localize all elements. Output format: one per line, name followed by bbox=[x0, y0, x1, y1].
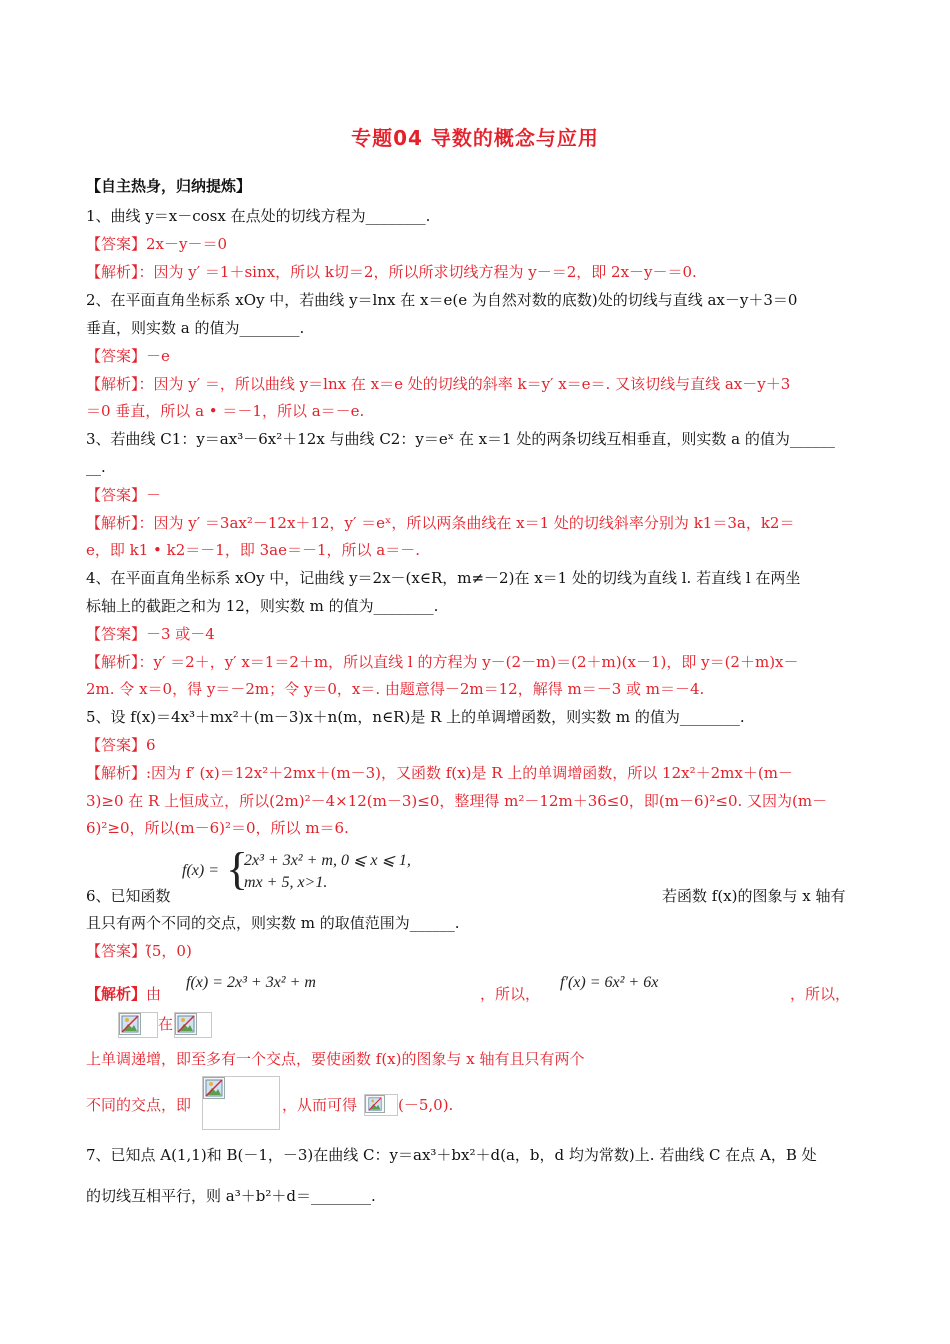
q4-text-line1: 4、在平面直角坐标系 xOy 中，记曲线 y＝2x－(x∈R，m≠－2)在 x＝1 处的切线为直线 l. 若直线 l 在两坐 bbox=[86, 569, 801, 587]
q6-text-prefix: 6、已知函数 bbox=[86, 887, 171, 905]
q6-case1: 2x³ + 3x² + m, 0 ⩽ x ⩽ 1, bbox=[244, 852, 411, 869]
q6-case2: mx + 5, x>1. bbox=[244, 874, 328, 891]
q4-solution-line2: 2m. 令 x＝0，得 y＝－2m；令 y＝0，x＝. 由题意得－2m＝12，解得 m＝－3 或 m＝－4. bbox=[86, 680, 705, 698]
q1-answer: 【答案】2x－y－＝0 bbox=[86, 235, 228, 253]
q1-solution: 【解析】：因为 y′ ＝1＋sinx，所以 k切＝2，所以所求切线方程为 y－＝2，即 2x－y－＝0. bbox=[86, 263, 697, 281]
q3-answer: 【答案】－ bbox=[86, 486, 162, 504]
section-heading: 【自主热身，归纳提炼】 bbox=[86, 177, 252, 195]
q2-solution-line2: ＝0 垂直，所以 a • ＝－1，所以 a＝－e. bbox=[86, 402, 365, 420]
broken-image-icon bbox=[203, 1077, 225, 1099]
q7-text-line2: 的切线互相平行，则 a³＋b²＋d＝________. bbox=[86, 1187, 376, 1205]
q6-answer: 【答案】(̃5，0) bbox=[86, 942, 192, 960]
q3-solution-line1: 【解析】：因为 y′ ＝3ax²－12x＋12，y′ ＝eˣ，所以两条曲线在 x＝1 处的切线斜率分别为 k1＝3a，k2＝ bbox=[86, 514, 795, 532]
q3-text-line2: __. bbox=[86, 458, 106, 476]
q5-text: 5、设 f(x)＝4x³＋mx²＋(m－3)x＋n(m，n∈R)是 R 上的单调增函数，则实数 m 的值为________. bbox=[86, 708, 745, 726]
q2-text-line1: 2、在平面直角坐标系 xOy 中，若曲线 y＝lnx 在 x＝e(e 为自然对数的底数)处的切线与直线 ax－y＋3＝0 bbox=[86, 291, 798, 309]
q2-text-line2: 垂直，则实数 a 的值为________. bbox=[86, 319, 305, 337]
q6-solution-f1: f(x) = 2x³ + 3x² + m bbox=[186, 974, 316, 991]
q6-solution-line3: 上单调递增，即至多有一个交点，要使函数 f(x)的图象与 x 轴有且只有两个 bbox=[86, 1050, 585, 1068]
q6-solution-suo1: ，所以， bbox=[480, 985, 541, 1003]
q5-solution-line1: 【解析】:因为 f′ (x)＝12x²＋2mx＋(m－3)，又函数 f(x)是 R 上的单调增函数，所以 12x²＋2mx＋(m－ bbox=[86, 764, 793, 782]
q2-answer: 【答案】－e bbox=[86, 347, 170, 365]
q6-solution-line4c: (－5,0). bbox=[398, 1096, 454, 1114]
broken-image-icon bbox=[119, 1013, 141, 1035]
q4-text-line2: 标轴上的截距之和为 12，则实数 m 的值为________. bbox=[86, 597, 439, 615]
q6-solution-line4a: 不同的交点，即 bbox=[86, 1096, 192, 1114]
q6-solution-you: 由 bbox=[146, 985, 162, 1003]
q6-text-line2: 且只有两个不同的交点，则实数 m 的取值范围为______. bbox=[86, 914, 460, 932]
q6-solution-line4b: ，从而可得 bbox=[282, 1096, 358, 1114]
q5-answer: 【答案】6 bbox=[86, 736, 156, 754]
q6-solution-suo2: ，所以， bbox=[790, 985, 851, 1003]
q5-solution-line2: 3)≥0 在 R 上恒成立，所以(2m)²－4×12(m－3)≤0，整理得 m²－12m＋36≤0，即(m－6)²≤0. 又因为(m－ bbox=[86, 792, 828, 810]
broken-image-icon bbox=[175, 1013, 197, 1035]
q6-solution-zai: 在 bbox=[158, 1015, 174, 1033]
q6-fx-label: f(x) = bbox=[182, 862, 219, 879]
q4-answer: 【答案】－3 或－4 bbox=[86, 625, 215, 643]
q2-solution-line1: 【解析】：因为 y′ ＝，所以曲线 y＝lnx 在 x＝e 处的切线的斜率 k＝y′ x＝e＝. 又该切线与直线 ax－y＋3 bbox=[86, 375, 791, 393]
q6-solution-tag: 【解析】 bbox=[86, 985, 147, 1003]
q6-solution-f2: f′(x) = 6x² + 6x bbox=[560, 974, 659, 991]
broken-image-icon bbox=[365, 1095, 385, 1113]
q7-text-line1: 7、已知点 A(1,1)和 B(－1，－3)在曲线 C：y＝ax³＋bx²＋d(a，b，d 均为常数)上. 若曲线 C 在点 A，B 处 bbox=[86, 1146, 817, 1164]
q6-brace: { bbox=[226, 843, 249, 894]
q3-text-line1: 3、若曲线 C1：y＝ax³－6x²＋12x 与曲线 C2：y＝eˣ 在 x＝1 处的两条切线互相垂直，则实数 a 的值为______ bbox=[86, 430, 835, 448]
q3-solution-line2: e，即 k1 • k2＝－1，即 3ae＝－1，所以 a＝－. bbox=[86, 541, 420, 559]
q6-solution-start bbox=[86, 984, 161, 1004]
page-title: 专题04 导数的概念与应用 bbox=[351, 126, 599, 150]
q1-text: 1、曲线 y＝x－cosx 在点处的切线方程为________. bbox=[86, 207, 431, 225]
q5-solution-line3: 6)²≥0，所以(m－6)²＝0，所以 m＝6. bbox=[86, 819, 349, 837]
q6-text-suffix: 若函数 f(x)的图象与 x 轴有 bbox=[662, 887, 846, 905]
q4-solution-line1: 【解析】：y′ ＝2＋，y′ x＝1＝2＋m，所以直线 l 的方程为 y－(2－m)＝(2＋m)(x－1)，即 y＝(2＋m)x－ bbox=[86, 653, 799, 671]
